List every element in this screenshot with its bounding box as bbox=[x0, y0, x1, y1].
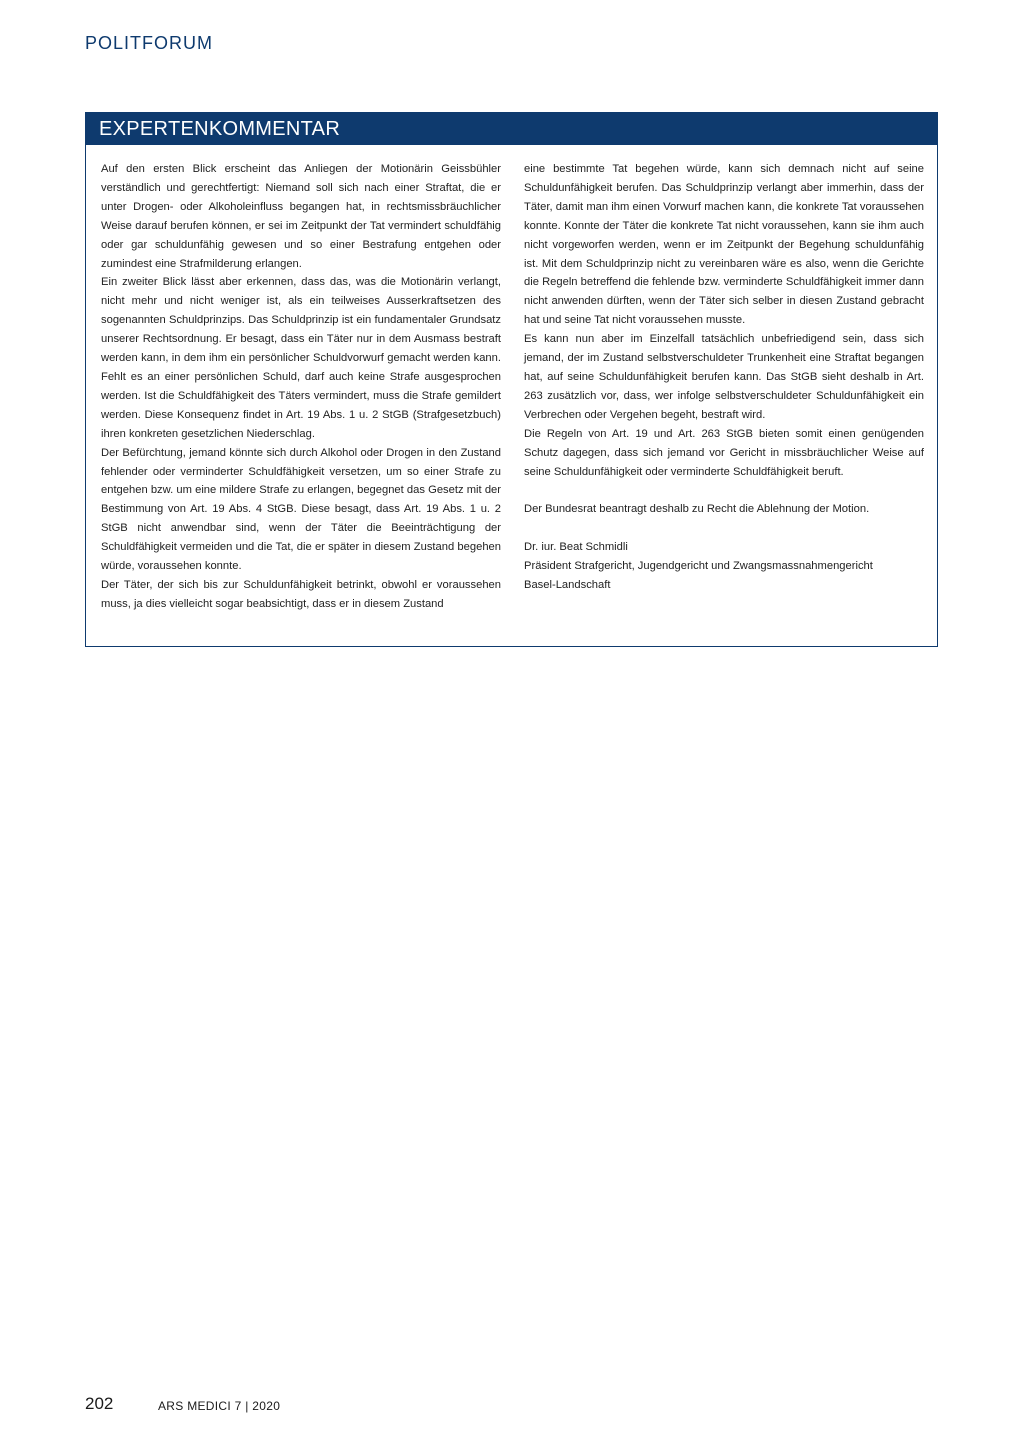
right-column bbox=[524, 160, 924, 595]
author-name: Dr. iur. Beat Schmidli bbox=[524, 541, 628, 554]
author-role: Präsident Strafgericht, Jugendgericht und Zwangsmassnahmengericht bbox=[524, 560, 873, 572]
expert-comment-box bbox=[85, 112, 938, 647]
paragraph: Der Befürchtung, jemand könnte sich durch Alkohol oder Drogen in den Zustand fehlender oder verminderter Schuldfähigkeit versetzen, um so einer Strafe zu entgehen bzw. um eine mildere Strafe zu erlangen, begegnet das Gesetz mit der Bestimmung von Art. 19 Abs. 4 StGB. Diese besagt, dass Art. 19 Abs. 1 u. 2 StGB nicht anwendbar sind, wenn der Täter die Beeinträchtigung der Schuldfähigkeit vermeiden und die Tat, die er später in diesem Zustand begehen würde, voraussehen konnte. bbox=[101, 446, 501, 573]
conclusion: Der Bundesrat beantragt deshalb zu Recht die Ablehnung der Motion. bbox=[524, 503, 870, 516]
paragraph: Der Täter, der sich bis zur Schuldunfähigkeit betrinkt, obwohl er voraussehen muss, ja dies vielleicht sogar beabsichtigt, dass er in diesem Zustand bbox=[101, 578, 501, 610]
page-number: 202 bbox=[85, 1394, 114, 1413]
paragraph: Es kann nun aber im Einzelfall tatsächlich unbefriedigend sein, dass sich jemand, der im Zustand selbstverschuldeter Trunkenheit eine Straftat begangen hat, auf seine Schuldunfähigkeit berufen kann. Das StGB sieht deshalb in Art. 263 zusätzlich vor, dass, wer infolge selbstverschuldeter Schuldunfähigkeit ein Verbrechen oder Vergehen begeht, bestraft wird. bbox=[524, 333, 924, 421]
left-column bbox=[101, 160, 501, 614]
paragraph: Auf den ersten Blick erscheint das Anliegen der Motionärin Geissbühler verständlich und gerechtfertigt: Niemand soll sich nach einer Straftat, die er unter Drogen- oder Alkoholeinfluss begangen hat, in rechtsmissbräuchlicher Weise darauf berufen können, er sei im Zeitpunkt der Tat vermindert schuldfähig oder gar schuldunfähig gewesen und so einer Bestrafung entgehen oder zumindest eine Strafmilderung erlangen. bbox=[101, 163, 501, 270]
box-title: EXPERTENKOMMENTAR bbox=[86, 113, 937, 145]
section-label: POLITFORUM bbox=[85, 33, 214, 53]
paragraph: eine bestimmte Tat begehen würde, kann sich demnach nicht auf seine Schuldunfähigkeit berufen. Das Schuldprinzip verlangt aber immerhin, dass der Täter, damit man ihm einen Vorwurf machen kann, die konkrete Tat voraussehen konnte. Konnte der Täter die konkrete Tat nicht voraussehen, kann sie ihm auch nicht vorgeworfen werden, wenn er im Zeitpunkt der Begehung schuldunfähig ist. Mit dem Schuldprinzip nicht zu vereinbaren wäre es also, wenn die Gerichte die Regeln betreffend die fehlende bzw. verminderte Schuldfähigkeit immer dann nicht anwenden dürften, wenn der Täter sich selber in diesen Zustand gebracht hat und seine Tat nicht voraussehen musste. bbox=[524, 163, 924, 327]
author-location: Basel-Landschaft bbox=[524, 578, 611, 591]
paragraph: Die Regeln von Art. 19 und Art. 263 StGB bieten somit einen genügenden Schutz dagegen, dass sich jemand vor Gericht in missbräuchlicher Weise auf seine Schuldunfähigkeit oder verminderte Schuldfähigkeit beruft. bbox=[524, 427, 924, 478]
publication-name: ARS MEDICI 7 | 2020 bbox=[158, 1399, 281, 1413]
paragraph: Ein zweiter Blick lässt aber erkennen, dass das, was die Motionärin verlangt, nicht mehr und nicht weniger ist, als ein teilweises Ausserkraftsetzen des sogenannten Schuldprinzips. Das Schuldprinzip ist ein fundamentaler Grundsatz unserer Rechtsordnung. Er besagt, dass ein Täter nur in dem Ausmass bestraft werden kann, in dem ihm ein persönlicher Schuldvorwurf gemacht werden kann. Fehlt es an einer persönlichen Schuld, darf auch keine Strafe ausgesprochen werden. Ist die Schuldfähigkeit des Täters vermindert, muss die Strafe gemildert werden. Diese Konsequenz findet in Art. 19 Abs. 1 u. 2 StGB (Strafgesetzbuch) ihren konkreten gesetzlichen Niederschlag. bbox=[101, 276, 501, 440]
author-signature bbox=[524, 538, 924, 595]
